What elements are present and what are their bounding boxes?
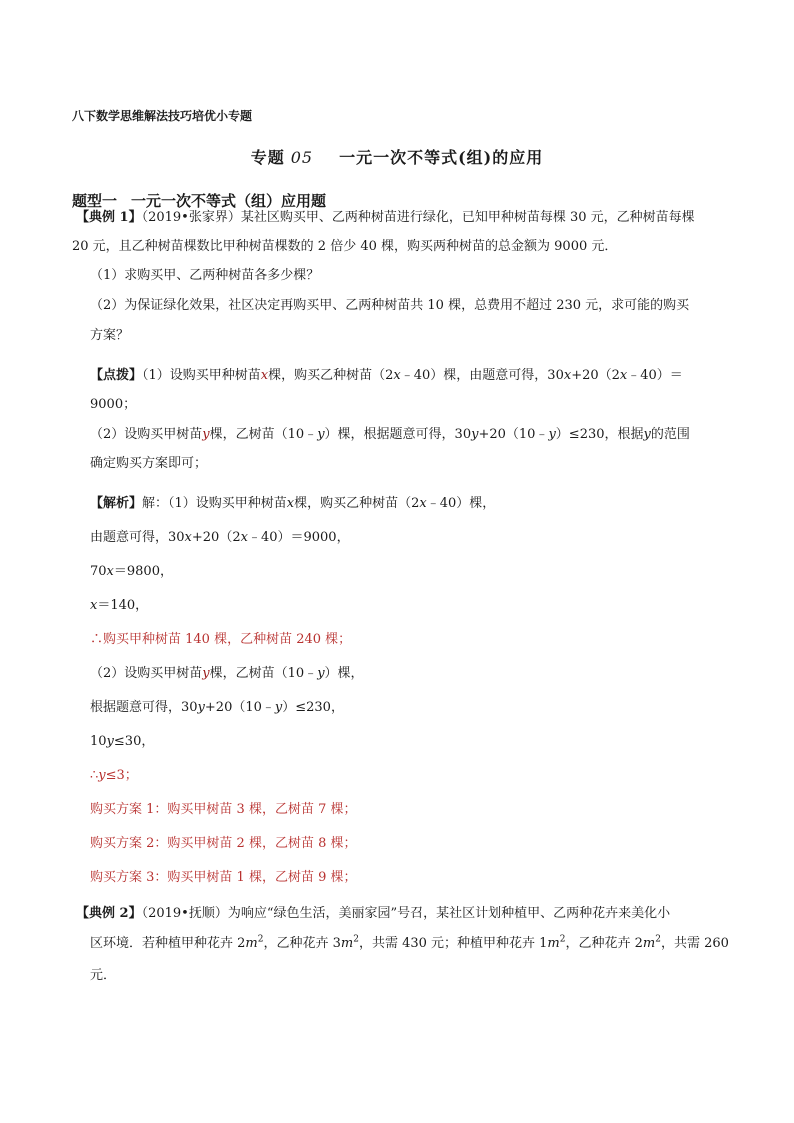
section-tag: 题型一 [72, 192, 118, 210]
solution-line8: 10y≤30， [90, 734, 155, 749]
solution-answer1: ∴购买甲种树苗 140 棵，乙种树苗 240 棵； [90, 632, 352, 647]
example2-line1: 【典例 2】（2019•抚顺）为响应“绿色生活，美丽家园”号召，某社区计划种植甲、乙两种花卉来美化小 [76, 906, 671, 921]
example1-stem-line1: 【典例 1】（2019•张家界）某社区购买甲、乙两种树苗进行绿化，已知甲种树苗每棵 30 元，乙种树苗每棵 [76, 210, 695, 225]
hint-label: 【点拨】 [90, 368, 143, 383]
solution-line3: 70x＝9800， [90, 564, 173, 579]
hint-line1: 【点拨】（1）设购买甲种树苗x棵，购买乙种树苗（2x﹣40）棵，由题意可得，30x+20（2x﹣40）＝ [90, 368, 683, 383]
hint-line2: 9000； [90, 397, 137, 412]
series-header: 八下数学思维解法技巧培优小专题 [72, 109, 253, 123]
topic-title [0, 145, 794, 168]
example2-line3: 元． [90, 968, 117, 983]
title-number: 05 [290, 148, 314, 167]
example2-line2: 区环境．若种植甲种花卉 $2m^2$，乙种花卉 $3m^2$，共需 430 元；种植甲种花卉 $1m^2$，乙种花卉 $2m^2$，共需 260 [90, 934, 729, 951]
solution-line9: ∴y≤3； [90, 768, 138, 783]
solution-line6: （2）设购买甲树苗y棵，乙树苗（10﹣y）棵， [90, 666, 364, 681]
title-text: 一元一次不等式(组)的应用 [339, 148, 544, 167]
section-text: 一元一次不等式（组）应用题 [131, 192, 327, 210]
example1-label: 【典例 1】 [76, 210, 142, 225]
solution-line7: 根据题意可得，30y+20（10﹣y）≤230， [90, 700, 344, 715]
solution-line2: 由题意可得，30x+20（2x﹣40）＝9000， [90, 530, 350, 545]
example1-question2-line2: 方案？ [90, 328, 130, 343]
example1-stem-line2: 20 元，且乙种树苗棵数比甲种树苗棵数的 2 倍少 40 棵，购买两种树苗的总金额为 9000 元． [72, 239, 618, 254]
solution-plan1: 购买方案 1：购买甲树苗 3 棵，乙树苗 7 棵； [90, 802, 357, 817]
example1-question1: （1）求购买甲、乙两种树苗各多少棵？ [90, 268, 320, 283]
solution-label: 【解析】 [90, 496, 143, 511]
section-heading [72, 190, 326, 211]
example1-question2-line1: （2）为保证绿化效果，社区决定再购买甲、乙两种树苗共 10 棵，总费用不超过 230 元，求可能的购买 [90, 298, 690, 313]
hint-line3: （2）设购买甲树苗y棵，乙树苗（10﹣y）棵，根据题意可得，30y+20（10﹣y）≤230，根据y的范围 [90, 427, 690, 442]
solution-line1: 【解析】解：（1）设购买甲种树苗x棵，购买乙种树苗（2x﹣40）棵， [90, 496, 496, 511]
hint-line4: 确定购买方案即可； [90, 456, 208, 471]
example2-label: 【典例 2】 [76, 906, 142, 921]
title-prefix: 专题 [250, 148, 285, 167]
solution-plan2: 购买方案 2：购买甲树苗 2 棵，乙树苗 8 棵； [90, 836, 357, 851]
solution-plan3: 购买方案 3：购买甲树苗 1 棵，乙树苗 9 棵； [90, 870, 357, 885]
solution-line4: x＝140， [90, 598, 149, 613]
